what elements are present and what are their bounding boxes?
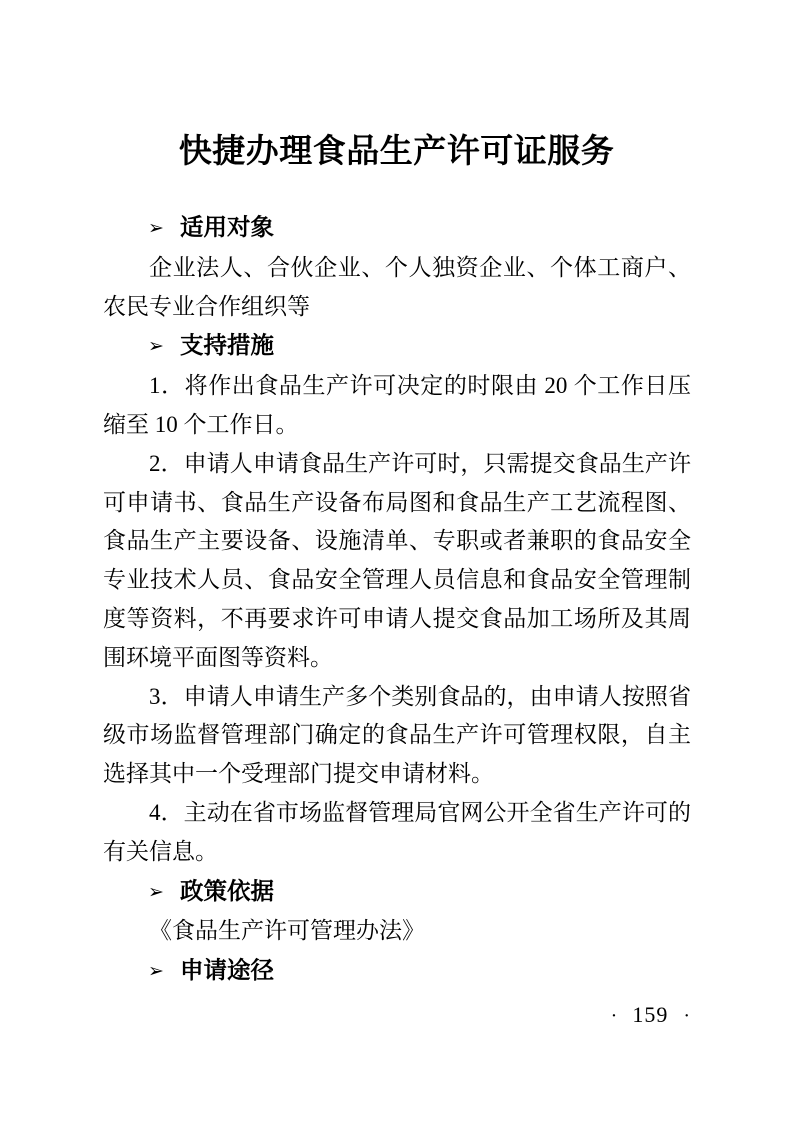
- paragraph: 企业法人、合伙企业、个人独资企业、个体工商户、农民专业合作组织等: [103, 254, 691, 319]
- section-heading: [103, 872, 691, 913]
- section-heading: [103, 951, 691, 992]
- section-policy-basis: [103, 872, 691, 952]
- page-number-right-dot: ·: [683, 1005, 690, 1027]
- arrowhead-bullet-icon: ➢: [148, 880, 164, 903]
- section-application-channels: [103, 951, 691, 992]
- arrowhead-bullet-icon: ➢: [148, 960, 164, 983]
- paragraph-numbered-2: 2．申请人申请食品生产许可时，只需提交食品生产许可申请书、食品生产设备布局图和食品生产工艺流程图、食品生产主要设备、设施清单、专职或者兼职的食品安全专业技术人员、食品安全管理人员信息和食品安全管理制度等资料，不再要求许可申请人提交食品加工场所及其周围环境平面图等资料。: [103, 450, 691, 670]
- paragraph: 《食品生产许可管理办法》: [149, 918, 425, 944]
- section-heading: [103, 326, 691, 367]
- section-heading-text: 适用对象: [180, 214, 274, 240]
- section-support-measures: [103, 326, 691, 871]
- arrowhead-bullet-icon: ➢: [148, 217, 164, 239]
- page-number: [611, 1000, 690, 1031]
- page-number-left-dot: ·: [610, 1005, 618, 1027]
- page-number-value: 159: [632, 1002, 669, 1027]
- section-heading-text: 支持措施: [180, 332, 274, 359]
- document-body: [103, 208, 691, 992]
- section-applicable-objects: [103, 208, 691, 326]
- section-heading-text: 政策依据: [180, 877, 274, 904]
- paragraph-numbered-1: 1．将作出食品生产许可决定的时限由 20 个工作日压缩至 10 个工作日。: [103, 373, 691, 437]
- arrowhead-bullet-icon: ➢: [148, 335, 164, 358]
- section-heading-text: 申请途径: [180, 957, 274, 984]
- page-title: 快捷办理食品生产许可证服务: [178, 132, 615, 169]
- paragraph-numbered-3: 3．申请人申请生产多个类别食品的，由申请人按照省级市场监督管理部门确定的食品生产许可管理权限，自主选择其中一个受理部门提交申请材料。: [103, 683, 691, 787]
- paragraph-numbered-4: 4．主动在省市场监督管理局官网公开全省生产许可的有关信息。: [103, 799, 691, 864]
- section-heading: [103, 208, 691, 249]
